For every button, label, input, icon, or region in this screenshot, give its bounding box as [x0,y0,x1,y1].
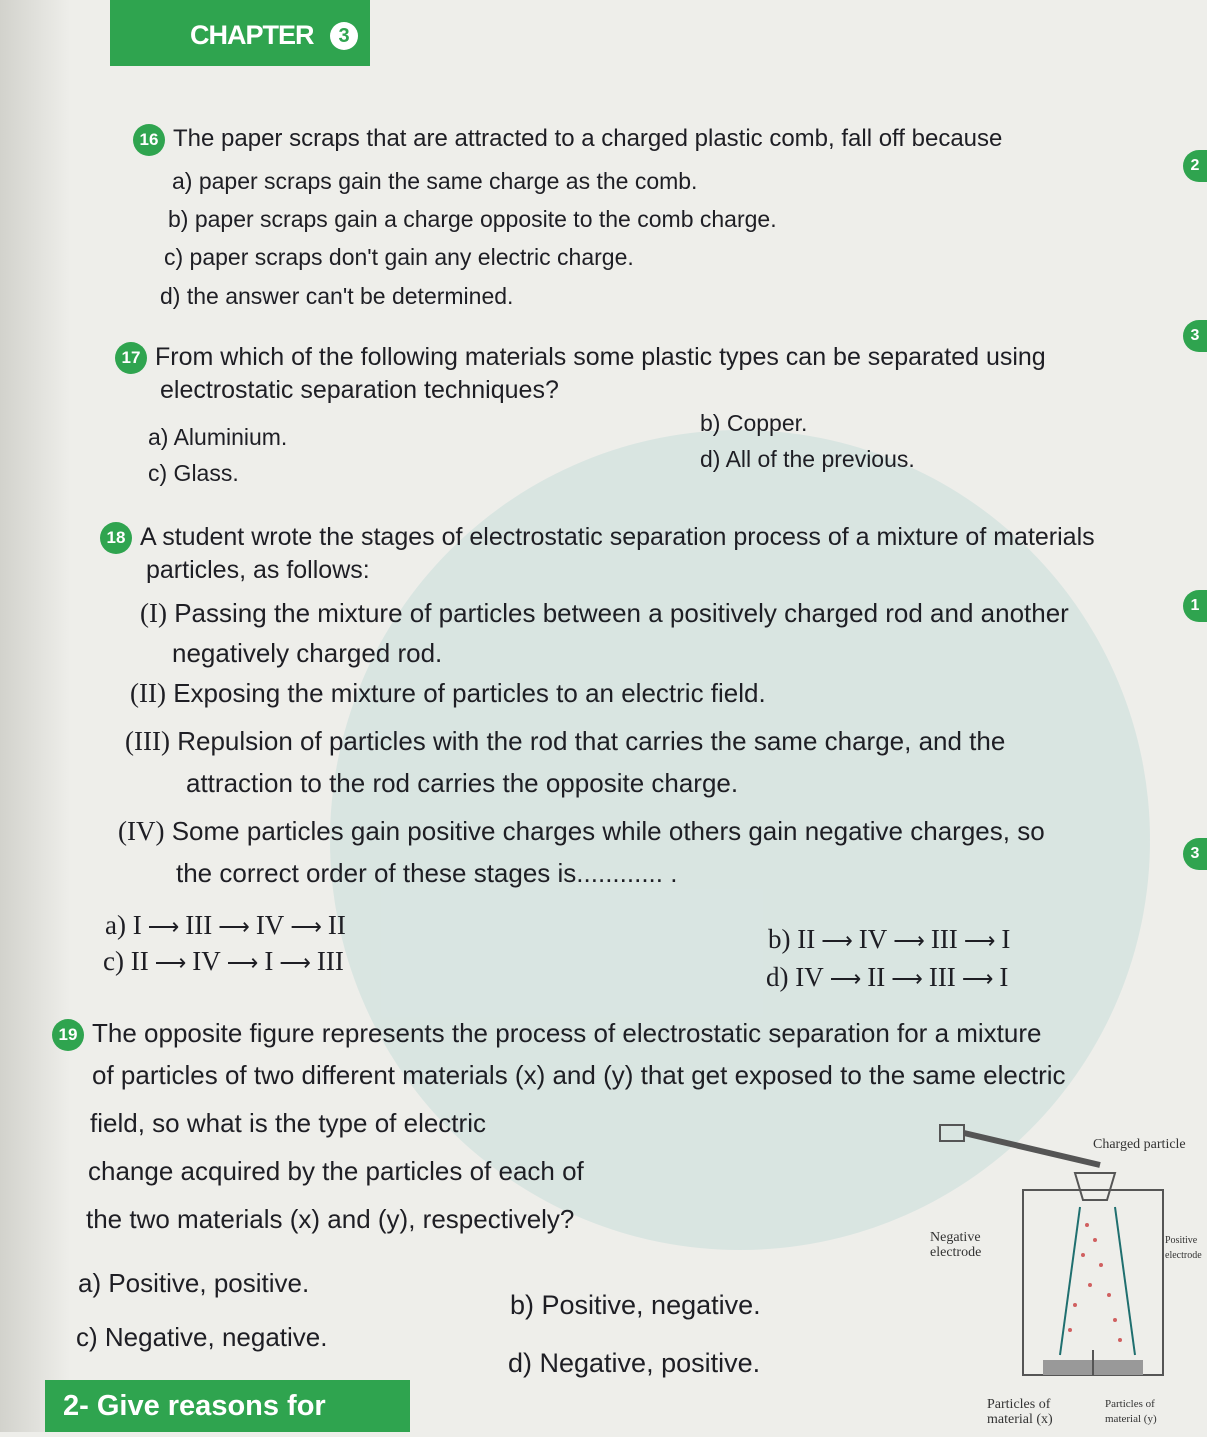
step: I [1001,924,1011,954]
feed-hopper [1075,1173,1115,1200]
label-particles-y [1105,1397,1157,1427]
q17-option-b: b) Copper. [700,410,808,436]
step: II [867,962,886,992]
stage-text: Passing the mixture of particles between a positively charged rod and another [174,598,1069,628]
question-17-line2: electrostatic separation techniques? [160,376,559,404]
q19-option-c: c) Negative, negative. [76,1322,328,1352]
stage-1-cont: negatively charged rod. [172,638,443,668]
stage-numeral: (IV) [118,816,165,846]
arrow-right-icon: ⟶ [961,966,994,991]
stage-3 [125,726,1005,757]
label-charged-particle: Charged particle [1093,1137,1186,1152]
chapter-number: 3 [330,22,358,50]
q18-option-d [766,962,1008,993]
arrow-right-icon: ⟶ [891,966,923,991]
separator-chamber [1023,1190,1163,1375]
question-18-line2: particles, as follows: [146,556,370,584]
stage-4-cont: the correct order of these stages is............ . [176,858,678,888]
chapter-label: CHAPTER [190,20,314,50]
question-text-line1: A student wrote the stages of electrostatic separation process of a mixture of materials [140,523,1095,551]
q19-option-a: a) Positive, positive. [78,1268,310,1298]
label-line: material (x) [987,1412,1053,1427]
step: I [132,910,142,940]
step: III [185,910,213,940]
q16-option-c: c) paper scraps don't gain any electric charge. [164,244,634,270]
stage-1 [140,598,1069,629]
step: IV [192,946,221,976]
stage-text: Exposing the mixture of particles to an electric field. [173,678,766,708]
q16-option-a: a) paper scraps gain the same charge as the comb. [172,168,698,194]
option-label: d) [766,962,789,992]
step: IV [255,910,285,940]
section-heading: 2- Give reasons for [45,1380,410,1432]
step: III [930,924,958,954]
arrow-right-icon: ⟶ [290,914,322,939]
question-number-badge: 18 [100,522,132,554]
step: II [327,910,346,940]
label-negative-electrode [930,1230,981,1260]
label-line: electrode [930,1245,982,1260]
q16-option-d: d) the answer can't be determined. [160,283,514,309]
q17-option-c: c) Glass. [148,460,239,486]
stage-text: Repulsion of particles with the rod that carries the same charge, and the [177,726,1006,756]
question-19-line5: the two materials (x) and (y), respectively? [86,1204,575,1234]
step: III [928,962,956,992]
question-17 [115,338,1046,376]
label-line: Particles of [1105,1398,1155,1410]
stage-numeral: (III) [125,726,170,756]
label-line: electrode [1165,1250,1202,1261]
question-16 [133,120,1002,158]
label-line: Particles of [987,1397,1051,1412]
question-text-line1: The opposite figure represents the process of electrostatic separation for a mixture [92,1018,1042,1048]
arrow-right-icon: ⟶ [218,914,250,939]
label-line: Negative [930,1230,981,1245]
feed-chute [964,1133,1100,1165]
stage-4 [118,816,1045,847]
question-19-line3: field, so what is the type of electric [90,1108,486,1138]
q18-option-a [105,910,346,941]
label-line: Positive [1165,1235,1198,1246]
side-badge-4: 3 [1183,838,1207,870]
q17-option-a: a) Aluminium. [148,424,288,450]
label-positive-electrode [1165,1233,1202,1263]
arrow-right-icon: ⟶ [829,966,862,991]
q18-option-b [768,924,1010,955]
side-badge-3: 1 [1183,590,1207,622]
label-line: material (y) [1105,1413,1157,1425]
stage-numeral: (I) [140,598,167,628]
stage-2 [130,678,766,709]
step: IV [795,962,824,992]
arrow-right-icon: ⟶ [154,950,187,975]
q17-option-d: d) All of the previous. [700,446,915,472]
stage-3-cont: attraction to the rod carries the opposite charge. [186,768,739,798]
side-badge-1: 2 [1183,150,1207,182]
positive-electrode-plate [1115,1207,1135,1355]
arrow-right-icon: ⟶ [821,928,853,953]
negative-electrode-plate [1060,1207,1080,1355]
step: I [264,946,274,976]
arrow-right-icon: ⟶ [147,914,180,939]
question-text: The paper scraps that are attracted to a charged plastic comb, fall off because [173,125,1003,152]
question-19-line4: change acquired by the particles of each of [88,1156,584,1186]
q18-option-c [103,946,344,977]
question-number-badge: 19 [52,1019,84,1051]
stage-text: Some particles gain positive charges while others gain negative charges, so [171,816,1045,846]
label-particles-x [987,1397,1053,1427]
question-19 [52,1014,1041,1052]
question-19-line2: of particles of two different materials (x) and (y) that get exposed to the same electric [92,1060,1066,1090]
arrow-right-icon: ⟶ [279,950,311,975]
question-text-line1: From which of the following materials some plastic types can be separated using [155,343,1046,371]
arrow-right-icon: ⟶ [963,928,996,953]
option-label: c) [103,946,124,976]
step: II [130,946,149,976]
page-binding-shadow [0,0,70,1432]
question-number-badge: 17 [115,342,147,374]
separator-diagram [925,1115,1195,1432]
question-number-badge: 16 [133,124,165,156]
arrow-right-icon: ⟶ [893,928,925,953]
step: IV [858,924,888,954]
option-label: a) [105,910,126,940]
step: II [797,924,816,954]
stage-numeral: (II) [130,678,166,708]
separation-figure [925,1115,1202,1432]
side-badge-2: 3 [1183,320,1207,352]
question-18 [100,518,1095,556]
q19-option-b: b) Positive, negative. [510,1290,761,1320]
step: III [316,946,344,976]
q16-option-b: b) paper scraps gain a charge opposite to the comb charge. [168,206,777,232]
step: I [999,962,1009,992]
q19-option-d: d) Negative, positive. [508,1348,761,1378]
option-label: b) [768,924,791,954]
hopper-inlet [940,1125,964,1141]
arrow-right-icon: ⟶ [226,950,259,975]
